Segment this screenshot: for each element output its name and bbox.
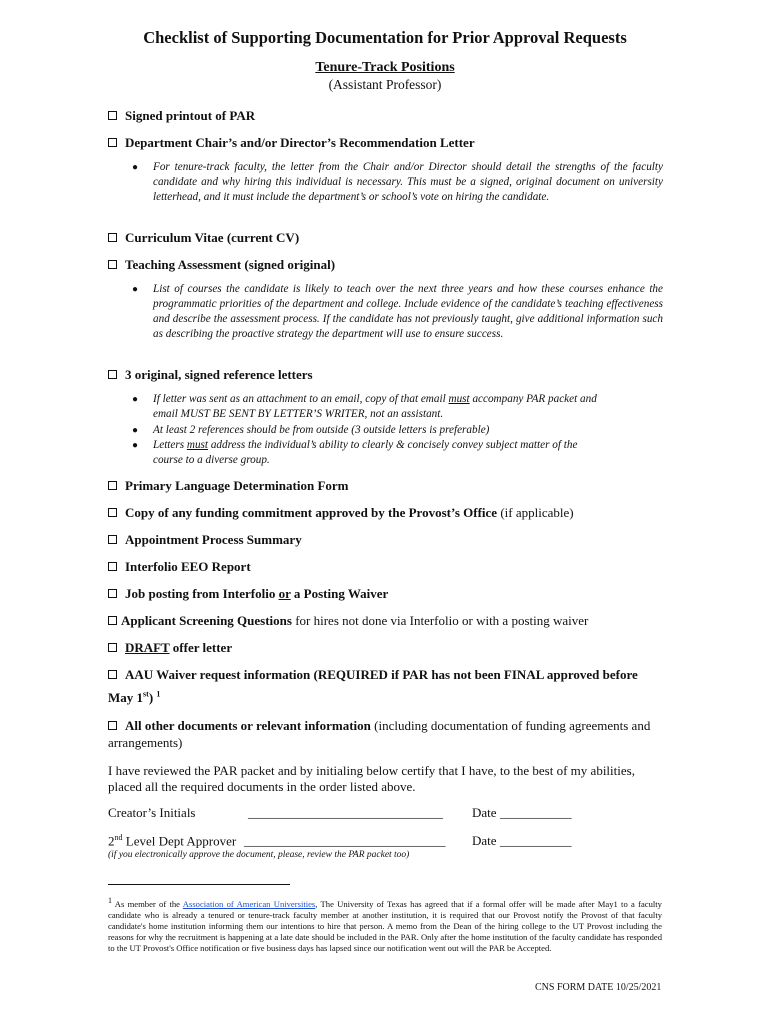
checkbox-icon[interactable]: [108, 370, 117, 379]
checklist-item-screening: Applicant Screening Questions for hires not done via Interfolio or with a posting waiver: [108, 613, 588, 629]
checkbox-icon[interactable]: [108, 508, 117, 517]
checklist-item-references: 3 original, signed reference letters: [108, 367, 313, 383]
checkbox-icon[interactable]: [108, 616, 117, 625]
approver-date-field[interactable]: ___________: [500, 833, 572, 848]
approver-date-label: Date: [472, 833, 497, 848]
checkbox-icon[interactable]: [108, 562, 117, 571]
checklist-item-aau-waiver: AAU Waiver request information (REQUIRED if PAR has not been FINAL approved before: [108, 667, 638, 683]
checklist-item-draft-offer: DRAFT offer letter: [108, 640, 232, 656]
creator-date-label: Date: [472, 805, 497, 820]
checkbox-icon[interactable]: [108, 643, 117, 652]
footnote-ref: 1: [156, 690, 161, 699]
bullet-icon: ●: [132, 284, 139, 295]
checkbox-icon[interactable]: [108, 481, 117, 490]
other-continued: arrangements): [108, 735, 183, 750]
creator-initials-label: Creator’s Initials: [108, 805, 196, 820]
checklist-item-chair-letter: Department Chair’s and/or Director’s Recommendation Letter: [108, 135, 475, 151]
checkbox-icon[interactable]: [108, 138, 117, 147]
bullet-icon: ●: [132, 425, 139, 436]
bullet-icon: ●: [132, 162, 139, 173]
certification-text: I have reviewed the PAR packet and by initialing below certify that I have, to the best of my abilities, placed all the required documents in the order listed above.: [108, 763, 635, 794]
approver-label: 2nd Level Dept Approver: [108, 833, 237, 849]
references-detail-1: If letter was sent as an attachment to an email, copy of that email must accompany PAR packet and email MUST BE SENT BY LETTER’S WRITER, not an assistant.: [153, 393, 597, 420]
checkbox-icon[interactable]: [108, 670, 117, 679]
checkbox-icon[interactable]: [108, 111, 117, 120]
checkbox-icon[interactable]: [108, 233, 117, 242]
checklist-item-other: All other documents or relevant information (including documentation of funding agreements and: [108, 718, 650, 734]
document-subtitle: Tenure-Track Positions: [315, 60, 455, 75]
checklist-item-funding: Copy of any funding commitment approved by the Provost’s Office (if applicable): [108, 505, 574, 521]
references-detail-2: At least 2 references should be from outside (3 outside letters is preferable): [153, 424, 490, 436]
footnote-divider: [108, 884, 290, 885]
creator-initials-field[interactable]: ______________________________: [248, 805, 443, 820]
checkbox-icon[interactable]: [108, 535, 117, 544]
position-rank: (Assistant Professor): [328, 77, 442, 92]
bullet-icon: ●: [132, 440, 139, 451]
chair-letter-detail: For tenure-track faculty, the letter from the Chair and/or Director should detail the strengths of the faculty candidate and why hiring this individual is necessary. This must be a signed, original document on university letterhead, and it must include the department’s or school’s vote on hiring the candidate.: [153, 161, 663, 203]
form-date: CNS FORM DATE 10/25/2021: [535, 982, 662, 993]
checkbox-icon[interactable]: [108, 589, 117, 598]
checklist-item-teaching: Teaching Assessment (signed original): [108, 257, 335, 273]
checklist-item-appointment: Appointment Process Summary: [108, 532, 302, 548]
checkbox-icon[interactable]: [108, 721, 117, 730]
checklist-item-job-posting: Job posting from Interfolio or a Posting Waiver: [108, 586, 388, 602]
approver-note: (if you electronically approve the document, please, review the PAR packet too): [108, 850, 410, 860]
document-title: Checklist of Supporting Documentation for Prior Approval Requests: [143, 28, 627, 47]
references-detail-3: Letters must address the individual’s ability to clearly & concisely convey subject matter of the course to a diverse group.: [153, 439, 578, 466]
checkbox-icon[interactable]: [108, 260, 117, 269]
approver-field[interactable]: _______________________________: [244, 833, 446, 848]
teaching-detail: List of courses the candidate is likely to teach over the next three years and how these courses enhance the programmatic priorities of the department and college. Include evidence of the candidate’s teaching effectiveness and describe the assessment process. If the candidate has not previously taught, give additional information such as describing the proactive strategy the department will use to ensure success.: [153, 283, 663, 340]
creator-date-field[interactable]: ___________: [500, 805, 572, 820]
checklist-item-language: Primary Language Determination Form: [108, 478, 348, 494]
aau-link[interactable]: Association of American Universities: [182, 898, 316, 909]
aau-waiver-continued: May 1st) $^1$: [108, 690, 161, 706]
checklist-item-cv: Curriculum Vitae (current CV): [108, 230, 299, 246]
footnote: $^1$ As member of the Association of American Universities, The University of Texas has agreed that if a formal offer will be made after May1 to a faculty candidate who is already a tenured or tenure-track faculty member at another institution, it is required that our Provost notify the Provost of that faculty candidate's home institution informing them our intentions to hire that person. A memo from the Dean of the hiring college to the UT Provost including the reasons for why the recruitment is happening at a late date should be included in the PAR. Only after the home institution of the faculty candidate has responded to the UT Provost's Office notification or five business days has lapsed since our notification went out will the PAR be Accepted.: [108, 896, 662, 953]
checklist-item-par: Signed printout of PAR: [108, 108, 255, 124]
bullet-icon: ●: [132, 394, 139, 405]
checklist-item-eeo: Interfolio EEO Report: [108, 559, 251, 575]
